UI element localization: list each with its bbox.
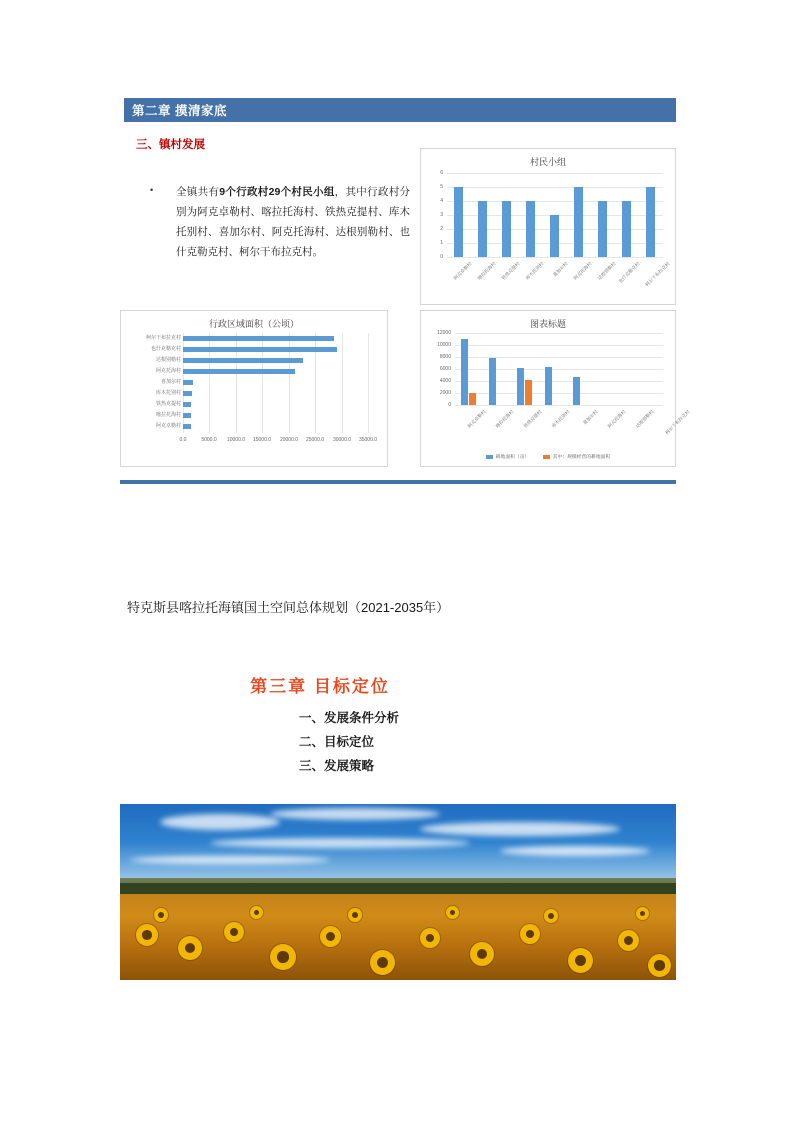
bar: [183, 402, 191, 407]
photo-sunflower: [636, 907, 649, 920]
x-tick-label: 阿克卓勒村: [452, 261, 473, 281]
chapter-two-title: 第二章 摸清家底: [132, 104, 227, 118]
photo-sunflower: [420, 928, 440, 948]
gridline: [455, 345, 663, 346]
y-tick-label: 8000: [439, 354, 451, 360]
bar: [550, 215, 559, 257]
bar: [183, 380, 193, 385]
bar: [478, 201, 487, 257]
photo-sunflower: [568, 948, 593, 973]
x-tick-label: 达根别勒村: [596, 261, 617, 281]
y-tick-label: 阿克托海村: [155, 368, 181, 374]
photo-sunflower-field: [120, 894, 676, 980]
legend-swatch-icon: [543, 455, 550, 459]
gridline: [455, 369, 663, 370]
bar-series-scaled: [525, 380, 532, 405]
x-tick-label: 0.0: [179, 437, 187, 443]
chapter-two-header: [120, 98, 676, 122]
bar: [574, 187, 583, 257]
legend-label: 耕地面积（亩）: [495, 455, 530, 460]
chart-cultivated-land-title: 图表标题: [529, 319, 566, 329]
x-tick-label: 铁热克提村: [500, 261, 521, 281]
y-tick-label: 4: [440, 198, 443, 204]
bullet-rest: ，其中行政村分别为阿克卓勒村、喀拉托海村、铁热克提村、库木托别村、喜加尔村、阿克托海村、达根别勒村、也什克勒克村、柯尔干布拉克村。: [176, 186, 411, 258]
legend-item-cultivated: [486, 453, 530, 460]
y-tick-label: 达根别勒村: [155, 357, 181, 363]
bullet-prefix: 全镇共有: [176, 186, 220, 198]
y-tick-label: 2000: [439, 390, 451, 396]
chart-legend: [421, 453, 675, 460]
outline-item-2: 二、目标定位: [299, 735, 375, 749]
y-tick-label: 库木托别村: [155, 390, 181, 396]
bar: [183, 347, 337, 352]
bar: [183, 358, 303, 363]
x-tick-label: 喜加尔村: [551, 261, 569, 278]
photo-sunflower: [348, 908, 362, 922]
legend-item-scaled: [543, 453, 611, 460]
chart-villager-groups: [420, 148, 676, 305]
gridline: [447, 257, 663, 258]
photo-cloud: [270, 808, 440, 820]
photo-sunflower: [470, 942, 494, 966]
document-caption: 特克斯县喀拉托海镇国土空间总体规划（2021-2035年）: [127, 600, 450, 615]
gridline: [455, 393, 663, 394]
x-tick-label: 阿克卓勒村: [466, 409, 487, 429]
y-tick-label: 柯尔干布拉克村: [145, 335, 181, 341]
slide-footer-bar: [120, 480, 676, 484]
photo-sunflower: [446, 906, 459, 919]
y-tick-label: 3: [440, 212, 443, 218]
gridline: [342, 333, 343, 433]
gridline: [368, 333, 369, 433]
x-tick-label: 阿克托海村: [606, 409, 627, 429]
bar-series-cultivated: [573, 377, 580, 405]
bullet-strong-groups: 29个村民小组: [268, 186, 335, 198]
bar-series-scaled: [469, 393, 476, 405]
y-tick-label: 也什克勒克村: [150, 346, 181, 352]
bar: [526, 201, 535, 257]
bar-series-cultivated: [517, 368, 524, 405]
y-tick-label: 4000: [439, 378, 451, 384]
x-tick-label: 铁热克提村: [522, 409, 543, 429]
y-tick-label: 5: [440, 184, 443, 190]
gridline: [447, 173, 663, 174]
bar: [598, 201, 607, 257]
chart-administrative-area-title: 行政区域面积（公顷）: [208, 319, 299, 329]
photo-cloud: [420, 822, 620, 836]
legend-label: 其中：规模经营的耕地面积: [552, 455, 611, 460]
outline-item-1: 一、发展条件分析: [299, 711, 400, 725]
photo-sunflower: [136, 924, 158, 946]
y-tick-label: 阿克卓勒村: [155, 423, 181, 429]
x-tick-label: 15000.0: [252, 437, 272, 443]
y-tick-label: 2: [440, 226, 443, 232]
x-tick-label: 柯尔干布拉克村: [664, 409, 691, 436]
gridline: [455, 381, 663, 382]
gridline: [455, 405, 663, 406]
photo-sunflower: [224, 922, 244, 942]
chart-villager-groups-title: 村民小组: [529, 157, 566, 167]
y-tick-label: 1: [440, 240, 443, 246]
x-tick-label: 库木托别村: [550, 409, 571, 429]
bar-series-cultivated: [461, 339, 468, 405]
x-tick-label: 5000.0: [201, 437, 217, 443]
photo-cloud: [500, 846, 650, 856]
photo-cloud: [160, 814, 280, 830]
gridline: [455, 357, 663, 358]
photo-sunflower: [370, 950, 395, 975]
outline-item-3: 三、发展策略: [299, 759, 375, 773]
photo-sunflower: [250, 906, 263, 919]
x-tick-label: 喀拉托海村: [494, 409, 515, 429]
slide-chapter-two: [120, 98, 691, 488]
chapter-three-title: 第三章 目标定位: [250, 677, 390, 696]
slide-chapter-three: [120, 660, 676, 990]
bar: [454, 187, 463, 257]
bar-series-cultivated: [545, 367, 552, 405]
bar: [646, 187, 655, 257]
y-tick-label: 铁热克提村: [155, 401, 181, 407]
photo-sunflower: [618, 930, 639, 951]
bar: [183, 336, 334, 341]
x-tick-label: 20000.0: [279, 437, 299, 443]
bar-series-cultivated: [489, 358, 496, 405]
x-tick-label: 35000.0: [358, 437, 378, 443]
bar: [183, 391, 192, 396]
y-tick-label: 10000: [437, 342, 451, 348]
gridline: [455, 333, 663, 334]
y-tick-label: 6: [440, 170, 443, 176]
chapter-three-outline: [299, 706, 399, 778]
y-tick-label: 12000: [437, 330, 451, 336]
y-tick-label: 喜加尔村: [160, 379, 181, 385]
legend-swatch-icon: [486, 455, 493, 459]
photo-cloud: [210, 838, 470, 848]
gridline: [447, 187, 663, 188]
photo-sunflower: [270, 944, 296, 970]
y-tick-label: 6000: [439, 366, 451, 372]
photo-sunflower: [320, 926, 341, 947]
sunflower-field-photo: [120, 804, 676, 980]
x-tick-label: 阿克托海村: [572, 261, 593, 281]
chart-administrative-area: [120, 310, 388, 467]
bullet-dot-icon: •: [150, 185, 154, 195]
x-tick-label: 柯尔干布拉克村: [644, 261, 671, 288]
bullet-text: [176, 182, 410, 262]
bar: [183, 413, 191, 418]
y-tick-label: 0: [448, 402, 451, 408]
x-tick-label: 库木托别村: [524, 261, 545, 281]
x-tick-label: 喀拉托海村: [476, 261, 497, 281]
x-tick-label: 25000.0: [305, 437, 325, 443]
chart-cultivated-land: [420, 310, 691, 467]
section-title: 三、镇村发展: [136, 139, 205, 151]
photo-cloud: [130, 856, 330, 864]
chapter-bar-tick: [120, 98, 124, 122]
y-tick-label: 0: [440, 254, 443, 260]
x-tick-label: 达根别勒村: [634, 409, 655, 429]
x-tick-label: 喜加尔村: [581, 409, 599, 426]
y-tick-label: 喀拉托海村: [155, 412, 181, 418]
photo-sunflower: [178, 936, 202, 960]
bar: [183, 369, 295, 374]
x-tick-label: 也什克勒克村: [617, 261, 641, 285]
bullet-block: [150, 182, 410, 262]
bar: [502, 201, 511, 257]
photo-sunflower: [544, 909, 558, 923]
x-tick-label: 30000.0: [332, 437, 352, 443]
bar: [183, 424, 191, 429]
x-tick-label: 10000.0: [226, 437, 246, 443]
bullet-strong-villages: 9个行政村: [219, 186, 269, 198]
photo-sunflower: [648, 954, 671, 977]
photo-sunflower: [154, 908, 168, 922]
bar: [622, 201, 631, 257]
photo-sunflower: [520, 924, 540, 944]
